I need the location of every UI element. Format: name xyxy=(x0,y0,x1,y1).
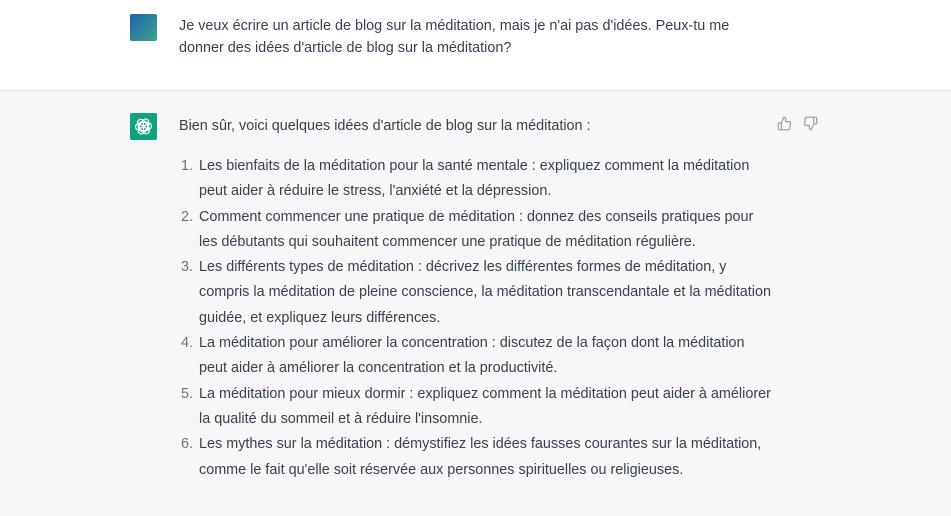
feedback-buttons xyxy=(776,115,818,131)
list-item-text: Les bienfaits de la méditation pour la santé mentale : expliquez comment la méditation peut aider à réduire le stress, l'anxiété et la dépression. xyxy=(199,158,750,200)
list-item xyxy=(179,205,771,256)
thumbs-up-button[interactable] xyxy=(776,115,792,131)
list-number: 4. xyxy=(180,335,193,352)
user-message-text: Je veux écrire un article de blog sur la méditation, mais je n'ai pas d'idées. Peux-tu me donner des idées d'article de blog sur la méditation? xyxy=(179,18,730,56)
list-item-text: Comment commencer une pratique de méditation : donnez des conseils pratiques pour les débutants qui souhaitent commencer une pratique de méditation régulière. xyxy=(199,208,754,250)
list-number: 2. xyxy=(180,208,193,225)
assistant-message-text xyxy=(179,115,779,483)
list-item xyxy=(179,432,771,483)
list-item xyxy=(179,331,771,382)
thumbs-up-icon xyxy=(777,116,792,131)
list-item xyxy=(179,154,771,205)
list-item-text: Les différents types de méditation : décrivez les différentes formes de méditation, y compris la méditation de pleine conscience, la méditation transcendantale et la méditation guidée, et expliquez leurs différences. xyxy=(199,259,771,326)
list-number: 5. xyxy=(180,385,193,402)
thumbs-down-icon xyxy=(803,116,818,131)
list-item-text: La méditation pour améliorer la concentration : discutez de la façon dont la méditation peut aider à améliorer la concentration et la productivité. xyxy=(199,335,745,377)
openai-logo-icon xyxy=(130,113,157,140)
thumbs-down-button[interactable] xyxy=(802,115,818,131)
assistant-message-row xyxy=(0,91,951,516)
list-item-text: La méditation pour mieux dormir : expliquez comment la méditation peut aider à améliorer la qualité du sommeil et à réduire l'insomnie. xyxy=(199,385,771,427)
user-avatar xyxy=(130,14,157,41)
list-item-text: Les mythes sur la méditation : démystifiez les idées fausses courantes sur la méditation, comme le fait qu'elle soit réservée aux personnes spirituelles ou religieuses. xyxy=(199,436,762,478)
list-number: 3. xyxy=(180,259,193,276)
assistant-intro: Bien sûr, voici quelques idées d'article de blog sur la méditation : xyxy=(179,118,591,134)
list-number: 1. xyxy=(180,158,193,174)
list-item xyxy=(179,255,771,331)
ideas-list xyxy=(179,154,779,483)
user-message-row xyxy=(0,0,951,91)
list-item xyxy=(179,382,771,433)
list-number: 6. xyxy=(180,436,193,453)
